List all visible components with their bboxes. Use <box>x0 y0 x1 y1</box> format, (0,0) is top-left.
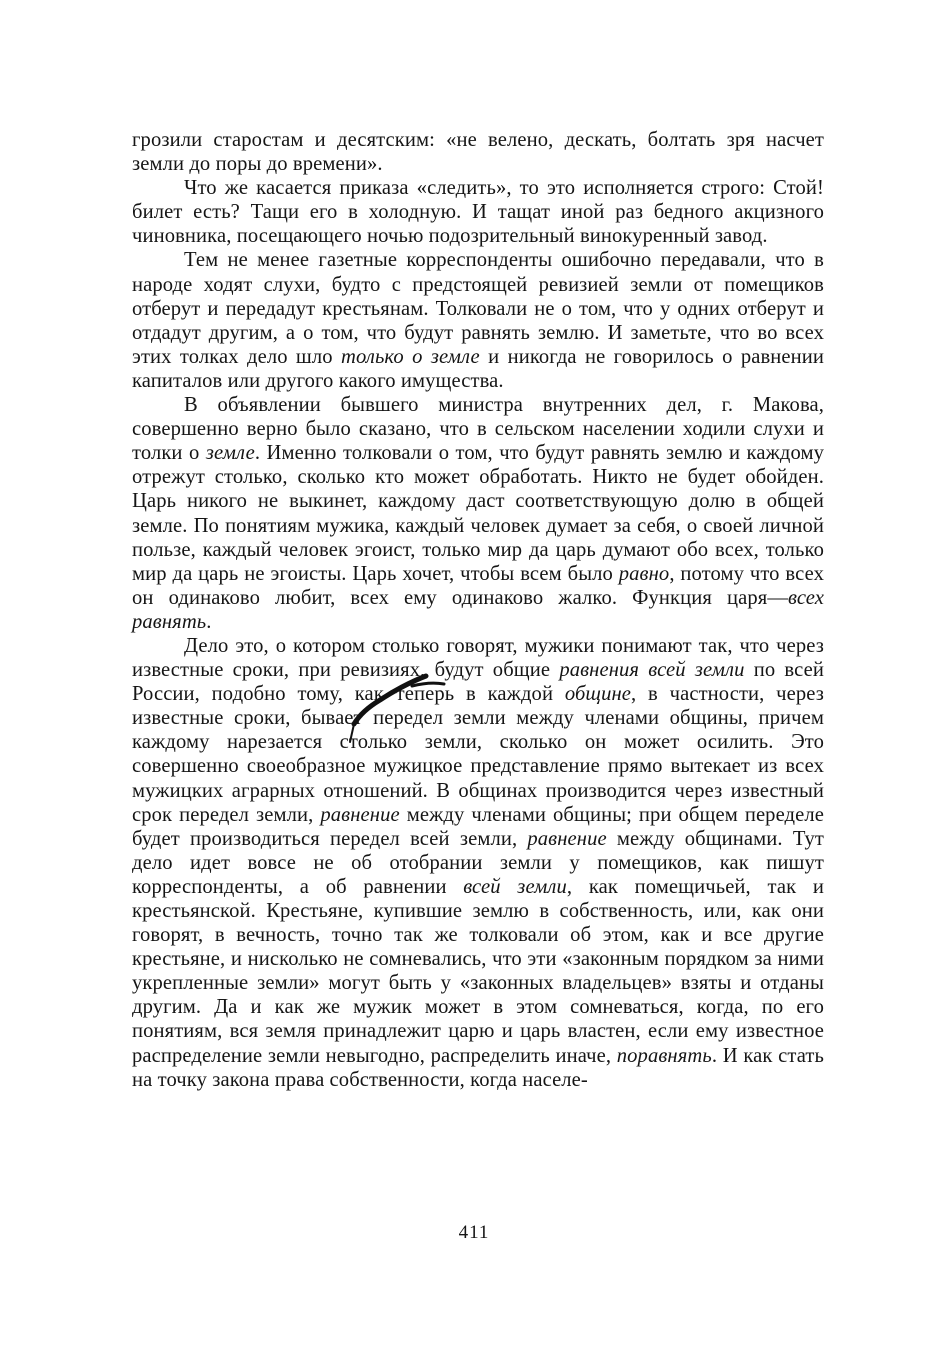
text-segment: , как помещичьей, так и крестьянской. Крестьяне, купившие землю в собственность, или, как они говорят, в вечность, точно так же толковали об этом, как и все другие крестьяне, и нисколько не сомневались, что эти «законным порядком за ними укрепленные земли» могут быть у «законных владельцев» взяты и отданы другим. Да и как же мужик может в этом сомневаться, когда, по его понятиям, вся земля принадлежит царю и царь властен, если ему известное распределение земли невыгодно, распределить иначе, <box>132 875 824 1067</box>
text-segment: Что же касается приказа «следить», то это исполняется строго: Стой! билет есть? Тащи его в холодную. И тащат иной раз бедного акцизного чиновника, посещающего ночью подозрительный винокуренный завод. <box>132 177 824 248</box>
italic-segment: поравнять <box>616 1044 712 1067</box>
text-segment: между общинами. Тут дело идет вовсе не об отобрании земли у помещиков, как пишут корреспонденты, а об равнении <box>132 827 824 898</box>
paragraph-1 <box>132 128 824 176</box>
text-segment: , в частности, через известные сроки, бывает передел земли между членами общины, причем каждому нарезается столько земли, сколько он может осилить. Это совершенно своеобразное мужицкое представление прямо вытекает из всех мужицких аграрных отношений. В общинах производится через известный срок передел земли, <box>132 683 824 826</box>
italic-segment: равно <box>618 562 670 585</box>
text-segment: грозили старостам и десятским: «не велено, дескать, болтать зря насчет земли до поры до времени». <box>132 129 824 176</box>
paragraph-5 <box>132 634 824 1092</box>
text-segment: , потому что всех он одинаково любит, всех ему одинаково жалко. Функция царя— <box>132 562 824 609</box>
italic-segment: равнение <box>527 827 607 850</box>
italic-segment: равнения всей земли <box>559 659 745 682</box>
text-segment: Дело это, о котором столько говорят, мужики понимают так, что через известные сроки, при ревизиях, будут общие <box>132 634 824 682</box>
text-segment: . И как стать на точку закона права собственности, когда населе- <box>132 1044 824 1091</box>
italic-segment: всех равнять <box>132 586 824 633</box>
text-segment: . <box>206 610 212 633</box>
italic-segment: только о земле <box>341 345 480 368</box>
text-segment: . Именно толковали о том, что будут равнять землю и каждому отрежут столько, сколько кто может обработать. Никто не будет обойден. Царь никого не выкинет, каждому даст соответствующую долю в общей земле. По понятиям мужика, каждый человек думает за себя, о своей личной пользе, каждый человек эгоист, только мир да царь думают обо всех, только мир да царь не эгоисты. Царь хочет, чтобы всем было <box>132 442 825 585</box>
text-segment: В объявлении бывшего министра внутренних дел, г. Макова, совершенно верно было сказано, что в сельском населении ходили слухи и толки о <box>132 394 824 465</box>
text-segment: Тем не менее газетные корреспонденты ошибочно передавали, что в народе ходят слухи, будто с предстоящей ревизией земли от помещиков отберут и передадут крестьянам. Толковали не о том, что у одних отберут и отдадут другим, а о том, что будут равнять землю. И заметьте, что во всех этих толках дело шло <box>132 249 824 368</box>
text-segment: и никогда не говорилось о равнении капиталов или другого какого имущества. <box>132 345 824 392</box>
italic-segment: всей земли <box>463 875 567 898</box>
italic-segment: общине <box>564 683 632 706</box>
paragraph-2 <box>132 176 824 248</box>
text-segment: по всей России, подобно тому, как теперь в каждой <box>132 659 824 706</box>
paragraph-4 <box>132 393 824 634</box>
italic-segment: равнение <box>320 803 400 826</box>
page-number: 411 <box>458 1222 490 1243</box>
text-segment: между членами общины; при общем переделе будет производиться передел всей земли, <box>132 803 824 850</box>
paragraph-3 <box>132 248 824 393</box>
italic-segment: земле <box>205 442 255 465</box>
body-text <box>132 128 824 1092</box>
